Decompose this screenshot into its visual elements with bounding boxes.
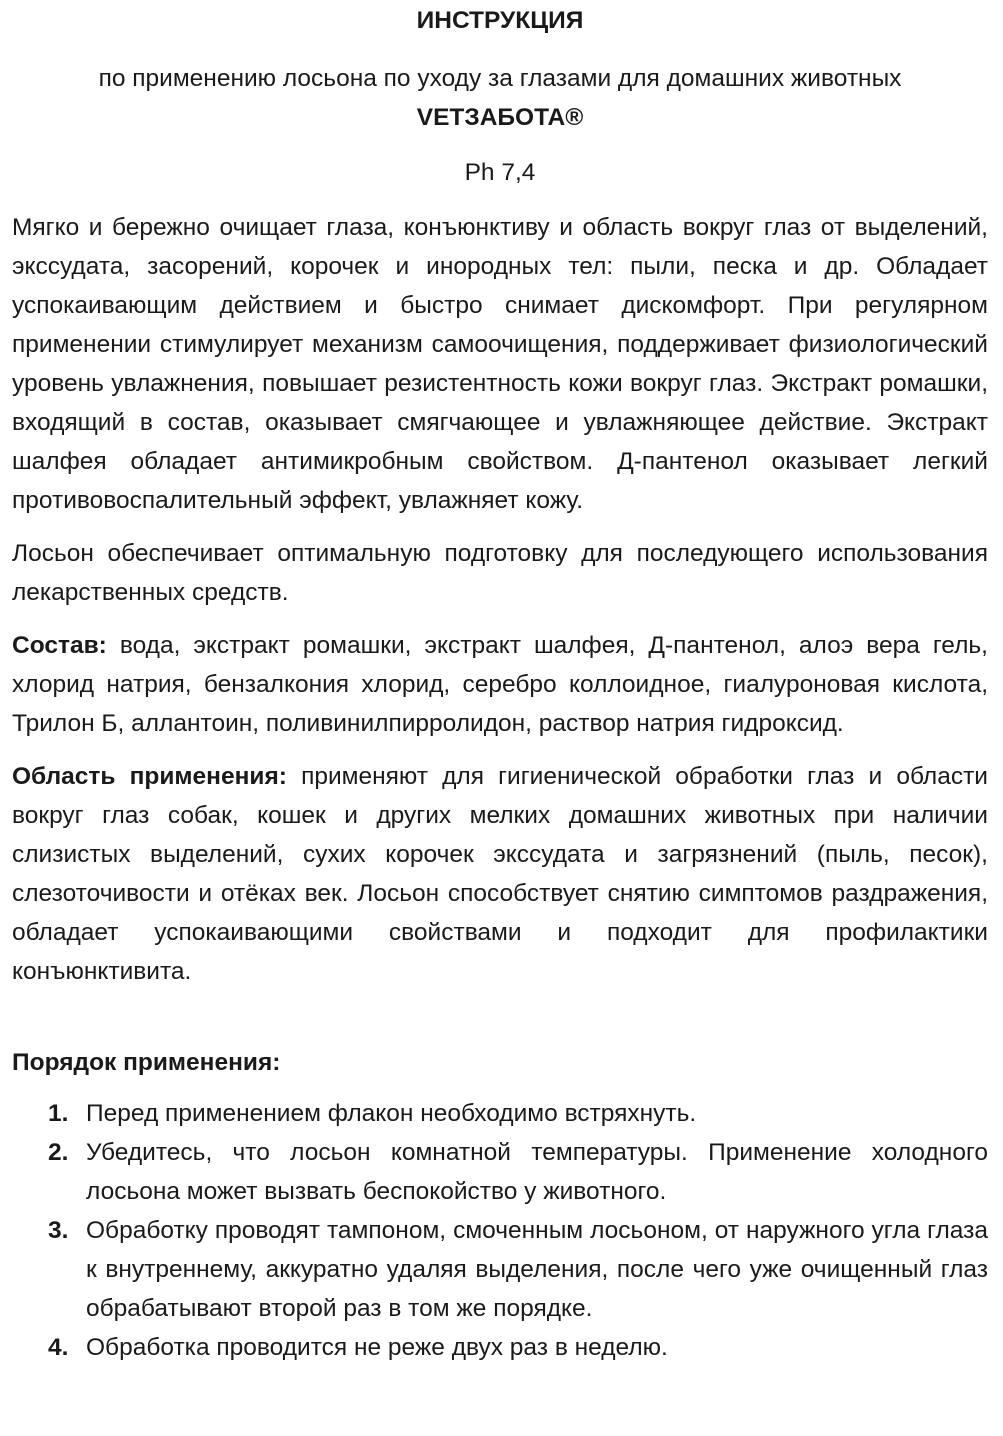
application-area-paragraph <box>12 757 988 991</box>
usage-steps-list <box>12 1094 988 1367</box>
brand-name: VETЗАБОТА® <box>416 104 584 131</box>
composition-paragraph <box>12 626 988 743</box>
composition-label: Состав: <box>12 632 107 659</box>
application-area-label: Область применения: <box>12 763 287 790</box>
step-number: 3. <box>48 1217 69 1244</box>
list-item <box>12 1094 988 1133</box>
step-text: Обработка проводится не реже двух раз в неделю. <box>86 1334 668 1361</box>
document-subtitle: по применению лосьона по уходу за глазами для домашних животных <box>98 65 902 92</box>
description-paragraph: Мягко и бережно очищает глаза, конъюнктиву и область вокруг глаз от выделений, экссудата, засорений, корочек и инородных тел: пыли, песка и др. Обладает успокаивающим действием и быстро снимает дискомфорт. При регулярном применении стимулирует механизм самоочищения, поддерживает физиологический уровень увлажнения, повышает резистентность кожи вокруг глаз. Экстракт ромашки, входящий в состав, оказывает смягчающее и увлажняющее действие. Экстракт шалфея обладает антимикробным свойством. Д-пантенол оказывает легкий противовоспалительный эффект, увлажняет кожу. <box>12 214 988 514</box>
step-number: 2. <box>48 1139 69 1166</box>
document-title: ИНСТРУКЦИЯ <box>416 7 584 34</box>
application-area-text: применяют для гигиенической обработки глаз и области вокруг глаз собак, кошек и других мелких домашних животных при наличии слизистых выделений, сухих корочек экссудата и загрязнений (пыль, песок), слезоточивости и отёках век. Лосьон способствует снятию симптомов раздражения, обладает успокаивающими свойствами и подходит для профилактики конъюнктивита. <box>12 763 988 985</box>
instruction-document <box>12 0 988 1367</box>
step-text: Перед применением флакон необходимо встряхнуть. <box>86 1100 697 1127</box>
list-item <box>12 1211 988 1328</box>
step-text: Убедитесь, что лосьон комнатной температуры. Применение холодного лосьона может вызвать беспокойство у животного. <box>86 1139 988 1205</box>
step-number: 1. <box>48 1100 69 1127</box>
step-number: 4. <box>48 1334 69 1361</box>
usage-heading: Порядок применения: <box>12 1049 281 1076</box>
preparation-paragraph: Лосьон обеспечивает оптимальную подготовку для последующего использования лекарственных средств. <box>12 540 988 606</box>
list-item <box>12 1328 988 1367</box>
step-text: Обработку проводят тампоном, смоченным лосьоном, от наружного угла глаза к внутреннему, аккуратно удаляя выделения, после чего уже очищенный глаз обрабатывают второй раз в том же порядке. <box>86 1217 988 1322</box>
ph-value: Ph 7,4 <box>464 159 536 186</box>
composition-text: вода, экстракт ромашки, экстракт шалфея, Д-пантенол, алоэ вера гель, хлорид натрия, бензалкония хлорид, серебро коллоидное, гиалуроновая кислота, Трилон Б, аллантоин, поливинилпирролидон, раствор натрия гидроксид. <box>12 632 988 737</box>
list-item <box>12 1133 988 1211</box>
